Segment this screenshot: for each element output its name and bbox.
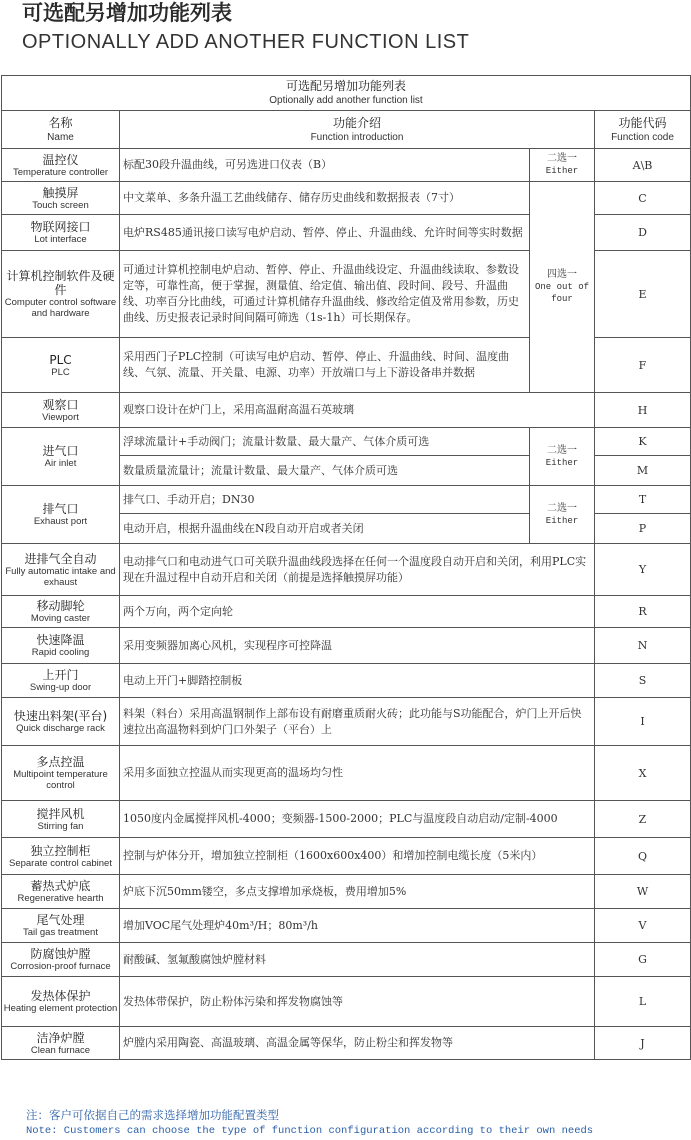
table-caption-en: Optionally add another function list — [269, 95, 423, 106]
row-code: Z — [595, 801, 691, 838]
row-name-cn: 防腐蚀炉膛 — [30, 947, 91, 961]
row-name-en: Clean furnace — [30, 1044, 91, 1056]
row-code: X — [595, 746, 691, 801]
row-name-cn: 尾气处理 — [36, 913, 85, 927]
table-row — [2, 801, 691, 838]
table-row — [2, 943, 691, 977]
table-row — [2, 838, 691, 875]
row-intro: 电动排气口和电动进气口可关联升温曲线段选择在任何一个温度段自动开启和关闭，利用PLC实现在升温过程中自动开启和关闭（前提是选择触摸屏功能） — [120, 544, 595, 596]
page-title: 可选配另增加功能列表 — [22, 1, 232, 25]
table-row — [2, 486, 691, 514]
row-name — [2, 875, 120, 909]
row-intro: 发热体带保护，防止粉体污染和挥发物腐蚀等 — [120, 977, 595, 1027]
row-intro: 控制与炉体分开，增加独立控制柜（1600x600x400）和增加控制电缆长度（5米内） — [120, 838, 595, 875]
table-row — [2, 544, 691, 596]
row-name-en: Fully automatic intake and exhaust — [5, 565, 116, 588]
row-name — [2, 251, 120, 338]
row-name-en: Computer control software and hardware — [4, 297, 117, 319]
row-name — [2, 393, 120, 428]
choice-one-of-four — [530, 182, 595, 393]
row-intro: 浮球流量计+手动阀门；流量计数量、最大量产、气体介质可选 — [120, 428, 530, 456]
choice-cn: 二选一 — [547, 153, 577, 164]
row-name-en: Quick discharge rack — [16, 723, 105, 734]
choice-en: Either — [545, 166, 579, 176]
row-code: L — [595, 977, 691, 1027]
row-name — [2, 215, 120, 251]
row-name-cn: 多点控温 — [36, 755, 85, 769]
row-name-cn: 触摸屏 — [42, 185, 79, 200]
choice-en: Either — [545, 457, 579, 468]
row-name-cn: PLC — [49, 352, 72, 367]
row-code: S — [595, 664, 691, 698]
row-name — [2, 698, 120, 746]
table-row — [2, 149, 691, 182]
row-code: Q — [595, 838, 691, 875]
row-code: P — [595, 514, 691, 544]
row-name-en: Tail gas treatment — [23, 927, 98, 938]
row-code: Y — [595, 544, 691, 596]
table-row — [2, 628, 691, 664]
row-name-en: Heating element protection — [3, 1003, 118, 1014]
row-name-cn: 物联网接口 — [30, 220, 91, 234]
header-intro-cn: 功能介绍 — [332, 115, 381, 130]
row-name — [2, 1027, 120, 1060]
note-cn: 注：客户可依据自己的需求选择增加功能配置类型 — [26, 1108, 279, 1122]
table-row — [2, 1027, 691, 1060]
row-code: H — [595, 393, 691, 428]
choice-either — [530, 149, 595, 182]
header-code-en: Function code — [611, 131, 674, 143]
row-code: E — [595, 251, 691, 338]
row-name-en: Separate control cabinet — [9, 857, 112, 869]
row-name-cn: 快速出料架(平台) — [13, 709, 108, 723]
row-intro: 耐酸碱、氢氟酸腐蚀炉膛材料 — [120, 943, 595, 977]
row-name — [2, 746, 120, 801]
row-name-cn: 独立控制柜 — [30, 843, 91, 858]
row-code: N — [595, 628, 691, 664]
row-name — [2, 664, 120, 698]
header-name-cn: 名称 — [48, 115, 73, 130]
row-name — [2, 149, 120, 182]
row-name-cn: 蓄热式炉底 — [30, 879, 91, 893]
row-code: M — [595, 456, 691, 486]
table-caption-row — [2, 76, 691, 111]
table-row — [2, 977, 691, 1027]
row-intro: 采用变频器加离心风机，实现程序可控降温 — [120, 628, 595, 664]
table-row — [2, 746, 691, 801]
row-name-en: Moving caster — [30, 613, 91, 624]
row-name — [2, 977, 120, 1027]
row-name — [2, 428, 120, 486]
table-row — [2, 875, 691, 909]
row-code: R — [595, 596, 691, 628]
row-name — [2, 628, 120, 664]
row-name-cn: 进排气全自动 — [24, 551, 97, 566]
row-name — [2, 544, 120, 596]
row-code: F — [595, 338, 691, 393]
row-intro: 两个万向，两个定向轮 — [120, 596, 595, 628]
table-row — [2, 182, 691, 215]
row-intro: 1050度内金属搅拌风机-4000；变频器-1500-2000；PLC与温度段自动启动/定制-4000 — [120, 801, 595, 838]
row-intro: 炉底下沉50mm镂空，多点支撑增加承烧板，费用增加5% — [120, 875, 595, 909]
row-name-en: Stirring fan — [37, 820, 84, 832]
row-name-cn: 排气口 — [42, 502, 79, 516]
row-intro: 观察口设计在炉门上，采用高温耐高温石英玻璃 — [120, 393, 595, 428]
header-name — [2, 111, 120, 149]
row-name-cn: 移动脚轮 — [36, 599, 85, 613]
row-intro: 采用西门子PLC控制（可读写电炉启动、暂停、停止、升温曲线、时间、温度曲线、气氛、流量、开关量、电源、功率）开放端口与上下游设备串并数据 — [120, 338, 530, 393]
row-name-en: Rapid cooling — [31, 647, 90, 658]
row-name-en: Swing-up door — [29, 682, 92, 693]
row-name — [2, 596, 120, 628]
row-name-cn: 洁净炉膛 — [36, 1030, 85, 1045]
row-name-en: Viewport — [42, 411, 79, 423]
row-code: C — [595, 182, 691, 215]
row-name-cn: 上开门 — [42, 668, 79, 682]
note-en: Note: Customers can choose the type of function configuration according to their own needs — [26, 1125, 594, 1137]
header-code-cn: 功能代码 — [618, 115, 667, 130]
table-row — [2, 393, 691, 428]
row-name-en: Multipoint temperature control — [13, 769, 108, 791]
page-subtitle: OPTIONALLY ADD ANOTHER FUNCTION LIST — [22, 31, 470, 53]
row-intro: 数量质量流量计；流量计数量、最大量产、气体介质可选 — [120, 456, 530, 486]
row-name-en: Air inlet — [44, 458, 77, 469]
row-name-en: Regenerative hearth — [17, 893, 104, 904]
choice-en: Either — [545, 515, 579, 526]
row-code: W — [595, 875, 691, 909]
row-intro: 排气口、手动开启；DN30 — [120, 486, 530, 514]
row-name-cn: 发热体保护 — [30, 989, 91, 1003]
function-table — [1, 75, 691, 1060]
row-code: K — [595, 428, 691, 456]
row-name — [2, 909, 120, 943]
row-name — [2, 838, 120, 875]
table-row — [2, 428, 691, 456]
row-name-cn: 快速降温 — [36, 633, 85, 647]
row-name-cn: 观察口 — [42, 397, 79, 412]
table-row — [2, 698, 691, 746]
header-code — [595, 111, 691, 149]
row-intro: 采用多面独立控温从而实现更高的温场均匀性 — [120, 746, 595, 801]
row-name — [2, 182, 120, 215]
row-name-en: Lot interface — [34, 234, 87, 245]
row-name-cn: 搅拌风机 — [36, 806, 85, 821]
choice-en: One out of four — [534, 282, 589, 304]
row-intro: 炉膛内采用陶瓷、高温玻璃、高温金属等保华，防止粉尘和挥发物等 — [120, 1027, 595, 1060]
choice-cn: 四选一 — [547, 269, 577, 280]
header-name-en: Name — [47, 131, 74, 143]
row-name — [2, 801, 120, 838]
row-name — [2, 943, 120, 977]
row-name-en: PLC — [51, 366, 70, 378]
row-name-en: Temperature controller — [12, 166, 109, 178]
header-intro-en: Function introduction — [310, 131, 404, 143]
row-intro: 电炉RS485通讯接口读写电炉启动、暂停、停止、升温曲线、允许时间等实时数据 — [120, 215, 530, 251]
row-code: D — [595, 215, 691, 251]
row-intro: 电动上开门+脚踏控制板 — [120, 664, 595, 698]
row-name-cn: 进气口 — [42, 444, 79, 458]
table-row — [2, 664, 691, 698]
row-intro: 中文菜单、多条升温工艺曲线储存、储存历史曲线和数据报表（7寸） — [120, 182, 530, 215]
row-name-en: Corrosion-proof furnace — [10, 961, 111, 972]
table-header-row — [2, 111, 691, 149]
table-row — [2, 909, 691, 943]
row-name-en: Touch screen — [32, 199, 89, 211]
row-code: V — [595, 909, 691, 943]
row-code: T — [595, 486, 691, 514]
row-intro: 电动开启，根据升温曲线在N段自动开启或者关闭 — [120, 514, 530, 544]
header-intro — [120, 111, 595, 149]
row-name-cn: 温控仪 — [42, 152, 79, 167]
row-intro: 增加VOC尾气处理炉40m³/H；80m³/h — [120, 909, 595, 943]
row-intro: 可通过计算机控制电炉启动、暂停、停止、升温曲线设定、升温曲线读取、参数设定等，可靠性高，便于掌握，测量值、给定值、输出值、段时间、段号、升温曲线、功率百分比曲线，可通过计算机储存升温曲线、修改给定值及常用参数，历史曲线、历史报表记录时间间隔可筛选（1s-1h）可长期保存。 — [120, 251, 530, 338]
row-name — [2, 486, 120, 544]
table-caption — [2, 76, 691, 111]
row-intro: 料架（料台）采用高温钢制作上部布设有耐磨重质耐火砖；此功能与S功能配合，炉门上开后快速拉出高温物料到炉门口外架子（平台）上 — [120, 698, 595, 746]
choice-cn: 二选一 — [547, 502, 577, 514]
choice-either — [530, 428, 595, 486]
row-code: I — [595, 698, 691, 746]
table-caption-cn: 可选配另增加功能列表 — [285, 79, 406, 93]
row-name-cn: 计算机控制软件及硬件 — [6, 269, 115, 297]
row-code: J — [595, 1027, 691, 1060]
choice-either — [530, 486, 595, 544]
choice-cn: 二选一 — [547, 444, 577, 456]
row-code: A\B — [595, 149, 691, 182]
row-code: G — [595, 943, 691, 977]
row-intro: 标配30段升温曲线，可另选进口仪表（B） — [120, 149, 530, 182]
row-name — [2, 338, 120, 393]
table-row — [2, 596, 691, 628]
row-name-en: Exhaust port — [33, 516, 88, 527]
